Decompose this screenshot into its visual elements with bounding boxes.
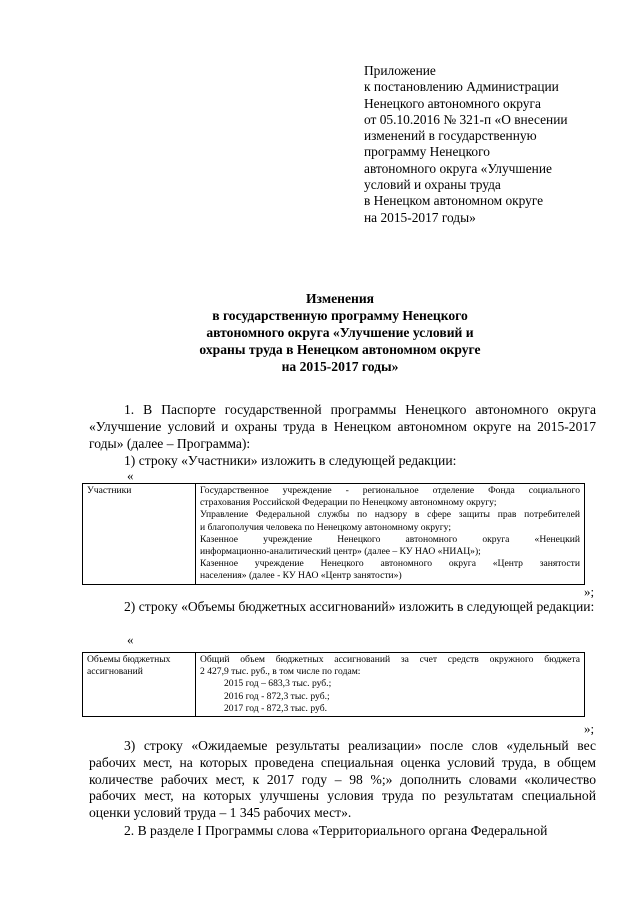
- table-row: [83, 653, 585, 717]
- paragraph-1-item-1: 1) строку «Участники» изложить в следующей редакции:: [124, 453, 457, 468]
- title-line: Изменения: [305, 291, 375, 306]
- participants-line: Государственное учреждение - региональное отделение Фонда социального: [200, 485, 580, 496]
- participants-line: страхования Российской Федерации по Ненецкому автономному округу;: [200, 497, 497, 509]
- budget-label-cell: Объемы бюджетных ассигнований: [83, 653, 196, 717]
- budget-table: [82, 652, 585, 717]
- table-row: [83, 484, 585, 585]
- appendix-line: к постановлению Администрации: [364, 79, 559, 95]
- participants-label-cell: Участники: [83, 484, 196, 585]
- document-title: [120, 290, 560, 375]
- budget-line: 2 427,9 тыс. руб., в том числе по годам:: [200, 666, 361, 678]
- budget-year-line: 2016 год - 872,3 тыс. руб.;: [224, 690, 330, 702]
- participants-line: информационно-аналитический центр» (далее – КУ НАО «НИАЦ»);: [200, 546, 481, 558]
- appendix-header: [364, 63, 614, 226]
- budget-line: Общий объем бюджетных ассигнований за счет средств окружного бюджета: [200, 654, 580, 665]
- appendix-line: условий и охраны труда: [364, 177, 501, 193]
- paragraph-1: 1. В Паспорте государственной программы Ненецкого автономного округа «Улучшение условий и охраны труда в Ненецком автономном округе на 2015-2017 годы» (далее – Программа):: [89, 402, 596, 451]
- participants-line: Управление Федеральной службы по надзору в сфере защиты прав потребителей: [200, 509, 580, 521]
- participants-content-cell: [196, 484, 585, 585]
- quote-close-mark: »;: [584, 584, 595, 599]
- title-line: в государственную программу Ненецкого: [212, 308, 468, 323]
- budget-content-cell: [196, 653, 585, 717]
- participants-table: [82, 483, 585, 585]
- quote-open-mark: «: [127, 632, 134, 647]
- title-line: охраны труда в Ненецком автономном округе: [199, 342, 481, 357]
- participants-line: населения» (далее - КУ НАО «Центр занятости»): [200, 570, 402, 582]
- paragraph-1-item-2: 2) строку «Объемы бюджетных ассигнований» изложить в следующей редакции:: [124, 599, 595, 614]
- appendix-line: на 2015-2017 годы»: [364, 209, 476, 225]
- appendix-line: в Ненецком автономном округе: [364, 193, 544, 209]
- quote-close-mark: »;: [584, 721, 595, 736]
- title-line: на 2015-2017 годы»: [281, 359, 399, 374]
- budget-year-line: 2017 год - 872,3 тыс. руб.: [224, 702, 327, 714]
- budget-year-line: 2015 год – 683,3 тыс. руб.;: [224, 678, 332, 690]
- paragraph-1-item-3: 3) строку «Ожидаемые результаты реализации» после слов «удельный вес рабочих мест, на которых проведена специальная оценка условий труда, в общем количестве рабочих мест, к 2017 году – 98 %;» дополнить словами «количество рабочих мест, на которых улучшены условия труда по результатам специальной оценки условий труда – 1 345 рабочих мест».: [89, 738, 596, 821]
- participants-line: и благополучия человека по Ненецкому автономному округу;: [200, 521, 451, 533]
- appendix-line: Приложение: [364, 63, 436, 78]
- title-line: автономного округа «Улучшение условий и: [206, 325, 474, 340]
- appendix-line: программу Ненецкого: [364, 144, 490, 160]
- participants-line: Казенное учреждение Ненецкого автономного округа «Ненецкий: [200, 533, 580, 545]
- quote-open-mark: «: [127, 468, 134, 483]
- participants-line: Казенное учреждение Ненецкого автономного округа «Центр занятости: [200, 558, 580, 570]
- appendix-line: автономного округа «Улучшение: [364, 160, 552, 176]
- appendix-line: Ненецкого автономного округа: [364, 95, 541, 111]
- appendix-line: изменений в государственную: [364, 128, 537, 144]
- appendix-line: от 05.10.2016 № 321-п «О внесении: [364, 111, 568, 127]
- paragraph-2: 2. В разделе I Программы слова «Территориального органа Федеральной: [124, 823, 548, 838]
